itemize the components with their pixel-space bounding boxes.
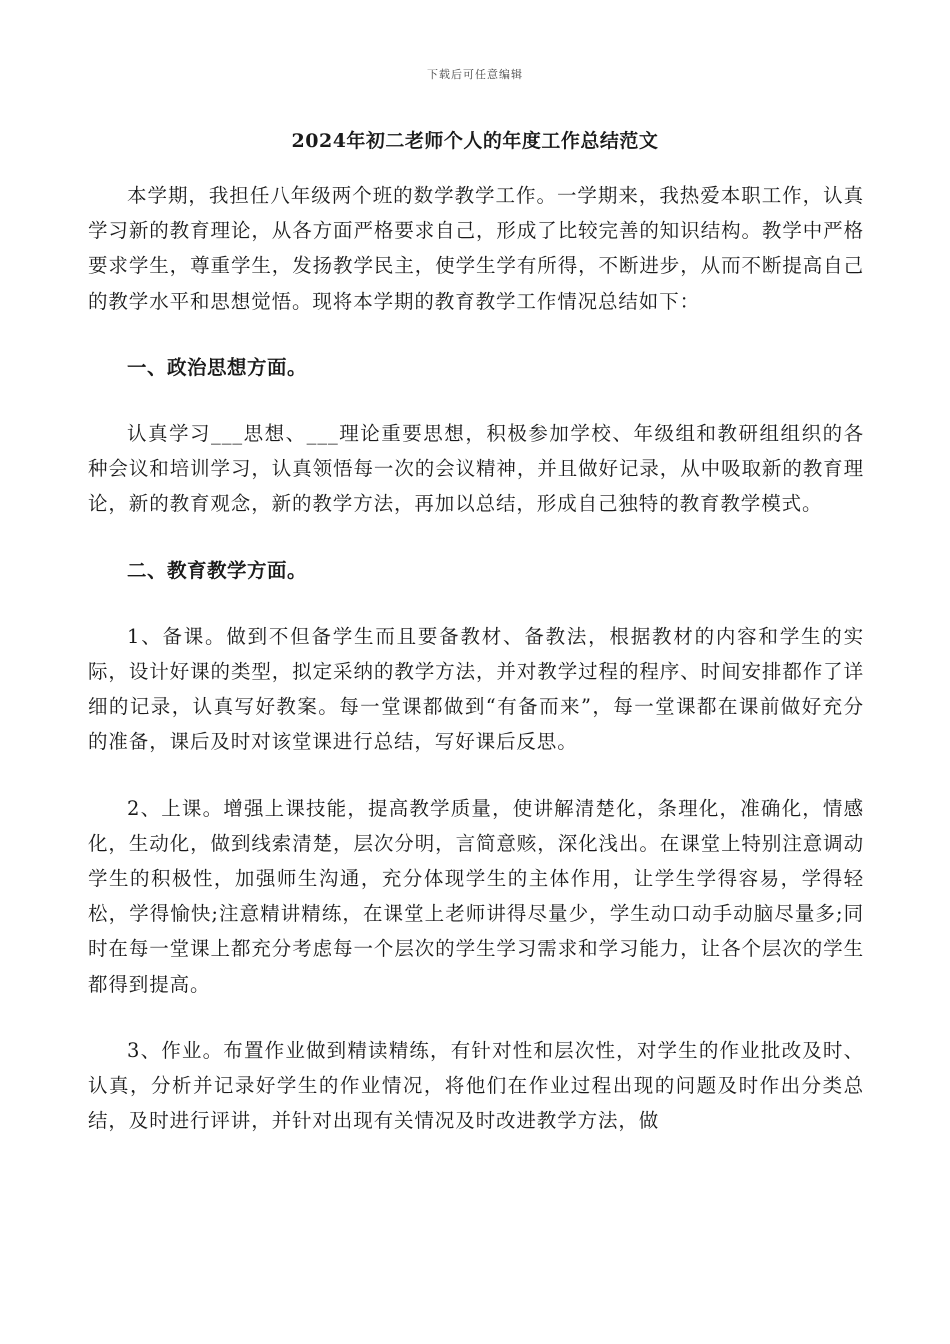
document-body <box>88 178 864 1138</box>
section-heading-teaching: 二、教育教学方面。 <box>127 558 308 582</box>
lesson-prep-paragraph: 1、备课。做到不但备学生而且要备教材、备教法，根据教材的内容和学生的实际，设计好课的类型，拟定采纳的教学方法，并对教学过程的程序、时间安排都作了详细的记录，认真写好教案。每一堂课都做到“有备而来”，每一堂课都在课前做好充分的准备，课后及时对该堂课进行总结，写好课后反思。 <box>88 624 864 754</box>
intro-paragraph: 本学期，我担任八年级两个班的数学教学工作。一学期来，我热爱本职工作，认真学习新的教育理论，从各方面严格要求自己，形成了比较完善的知识结构。教学中严格要求学生，尊重学生，发扬教学民主，使学生学有所得，不断进步，从而不断提高自己的教学水平和思想觉悟。现将本学期的教育教学工作情况总结如下： <box>88 184 864 313</box>
document-title: 2024年初二老师个人的年度工作总结范文 <box>291 130 659 152</box>
classes-paragraph: 2、上课。增强上课技能，提高教学质量，使讲解清楚化，条理化，准确化，情感化，生动化，做到线索清楚，层次分明，言简意赅，深化浅出。在课堂上特别注意调动学生的积极性，加强师生沟通，充分体现学生的主体作用，让学生学得容易，学得轻松，学得愉快;注意精讲精练，在课堂上老师讲得尽量少，学生动口动手动脑尽量多;同时在每一堂课上都充分考虑每一个层次的学生学习需求和学习能力，让各个层次的学生都得到提高。 <box>88 796 864 996</box>
header-note: 下载后可任意编辑 <box>427 68 523 81</box>
section-heading-politics: 一、政治思想方面。 <box>127 355 308 379</box>
homework-paragraph: 3、作业。布置作业做到精读精练，有针对性和层次性，对学生的作业批改及时、认真，分析并记录好学生的作业情况，将他们在作业过程出现的问题及时作出分类总结，及时进行评讲，并针对出现有关情况及时改进教学方法，做 <box>88 1038 864 1133</box>
politics-paragraph: 认真学习___思想、___理论重要思想，积极参加学校、年级组和教研组组织的各种会议和培训学习，认真领悟每一次的会议精神，并且做好记录，从中吸取新的教育理论，新的教育观念，新的教学方法，再加以总结，形成自己独特的教育教学模式。 <box>88 422 864 516</box>
